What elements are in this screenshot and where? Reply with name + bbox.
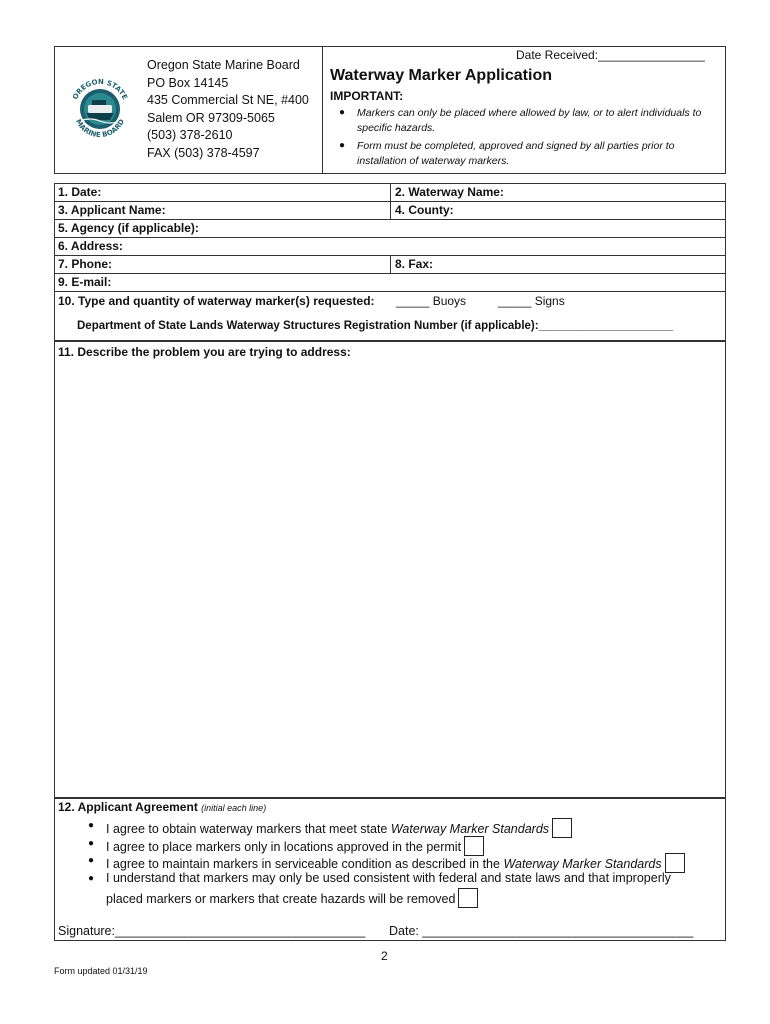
address-block <box>147 57 319 162</box>
address-field[interactable]: 6. Address: <box>58 239 123 253</box>
agreement-item-3: I agree to maintain markers in serviceable condition as described in the Waterway Marker Standards <box>106 853 687 873</box>
agree-bullet-4: ● <box>88 873 95 884</box>
po-box: PO Box 14145 <box>147 75 229 90</box>
agreement-title: 12. Applicant Agreement <box>58 800 198 814</box>
applicant-name-field[interactable]: 3. Applicant Name: <box>58 203 166 217</box>
agreement-subtitle: (initial each line) <box>201 803 267 813</box>
waterway-name-field[interactable]: 2. Waterway Name: <box>395 185 504 199</box>
form-updated: Form updated 01/31/19 <box>54 966 148 976</box>
agree-bullet-2: ● <box>88 838 95 849</box>
agreement-item-4: I understand that markers may only be used consistent with federal and state laws and that improperly <box>106 871 671 885</box>
date-field[interactable]: 1. Date: <box>58 185 102 199</box>
phone-field[interactable]: 7. Phone: <box>58 257 113 271</box>
signature-date-field[interactable]: Date: _______________________________________ <box>389 924 694 938</box>
agree-bullet-1: ● <box>88 820 95 831</box>
marker-type-label: 10. Type and quantity of waterway marker(s) requested: <box>58 294 375 308</box>
agency-field[interactable]: 5. Agency (if applicable): <box>58 221 199 235</box>
logo-text-bottom: MARINE BOARD <box>73 117 127 140</box>
page-number: 2 <box>381 949 388 963</box>
fax-field[interactable]: 8. Fax: <box>395 257 434 271</box>
initial-box-3[interactable] <box>665 853 685 873</box>
buoys-quantity-field[interactable]: _____ Buoys <box>396 294 467 308</box>
email-field[interactable]: 9. E-mail: <box>58 275 112 289</box>
describe-problem-label: 11. Describe the problem you are trying to address: <box>58 345 351 359</box>
city-state-zip: Salem OR 97309-5065 <box>147 110 275 125</box>
describe-problem-box[interactable] <box>54 341 726 798</box>
dsl-registration-field[interactable]: Department of State Lands Waterway Structures Registration Number (if applicable):_____________________ <box>77 320 673 332</box>
agreement-heading <box>58 800 266 814</box>
signature-field[interactable]: Signature:____________________________________ <box>58 924 366 938</box>
agreement-item-1: I agree to obtain waterway markers that meet state Waterway Marker Standards <box>106 818 574 838</box>
important-item-2: Form must be completed, approved and signed by all parties prior to installation of waterway markers. <box>357 140 675 167</box>
agreement-item-2: I agree to place markers only in locations approved in the permit <box>106 836 486 856</box>
date-received: Date Received:________________ <box>516 48 705 62</box>
org-phone: (503) 378-2610 <box>147 128 233 142</box>
agreement-item-4-continued: placed markers or markers that create hazards will be removed <box>106 888 480 908</box>
initial-box-1[interactable] <box>552 818 572 838</box>
important-item-1: Markers can only be placed where allowed by law, or to alert individuals to specific hazards. <box>357 107 702 134</box>
bullet-2: ● <box>339 140 346 151</box>
street-address: 435 Commercial St NE, #400 <box>147 93 309 107</box>
logo-text-top: OREGON STATE <box>71 77 129 101</box>
county-field[interactable]: 4. County: <box>395 203 454 217</box>
initial-box-4[interactable] <box>458 888 478 908</box>
signs-quantity-field[interactable]: _____ Signs <box>498 294 565 308</box>
osmb-logo <box>66 75 134 143</box>
org-name: Oregon State Marine Board <box>147 58 300 72</box>
bullet-1: ● <box>339 107 346 118</box>
important-label: IMPORTANT: <box>330 89 404 103</box>
header-divider <box>322 46 323 174</box>
form-title: Waterway Marker Application <box>330 67 552 84</box>
org-fax: FAX (503) 378-4597 <box>147 145 260 160</box>
agree-bullet-3: ● <box>88 855 95 866</box>
